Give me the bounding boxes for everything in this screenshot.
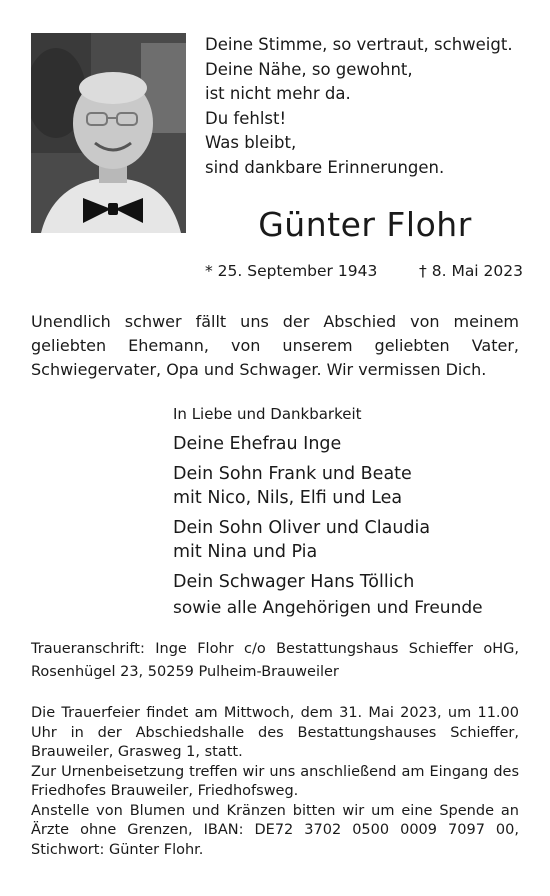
family-entry-line: Dein Sohn Frank und Beate: [173, 464, 412, 484]
funeral-info-paragraph: Die Trauerfeier findet am Mittwoch, dem 31. Mai 2023, um 11.00 Uhr in der Abschiedshalle des Bestattungshauses Schieffer, Brauweiler, Grasweg 1, statt.: [31, 705, 519, 760]
family-entry: [173, 516, 523, 564]
family-entry-line: mit Nico, Nils, Elfi und Lea: [173, 488, 403, 508]
family-entry-line: Dein Sohn Oliver und Claudia: [173, 518, 431, 538]
funeral-info-paragraph: Anstelle von Blumen und Kränzen bitten wir um eine Spende an Ärzte ohne Grenzen, IBAN: DE72 3702 0500 0009 7097 00, Stichwort: Günter Flohr.: [31, 802, 519, 858]
poem-line: Deine Nähe, so gewohnt,: [205, 59, 413, 79]
poem: [205, 33, 525, 180]
family-entry-line: mit Nina und Pia: [173, 542, 318, 562]
relatives-line: sowie alle Angehörigen und Freunde: [173, 598, 483, 618]
poem-line: Du fehlst!: [205, 108, 287, 128]
life-dates: [205, 260, 523, 282]
funeral-info: [31, 704, 519, 860]
portrait-photo: [31, 33, 186, 233]
birth-date: * 25. September 1943: [205, 262, 378, 280]
poem-line: sind dankbare Erinnerungen.: [205, 157, 445, 177]
funeral-info-paragraph: Zur Urnenbeisetzung treffen wir uns anschließend am Eingang des Friedhofes Brauweiler, Friedhofsweg.: [31, 763, 519, 799]
family-entry-line: Deine Ehefrau Inge: [173, 434, 342, 454]
poem-line: Was bleibt,: [205, 133, 297, 152]
death-date: † 8. Mai 2023: [419, 262, 523, 280]
family-entry: [173, 462, 523, 510]
deceased-name: Günter Flohr: [258, 205, 472, 244]
family-list: [173, 432, 523, 600]
mourning-address: Traueranschrift: Inge Flohr c/o Bestattungshaus Schieffer oHG, Rosenhügel 23, 50259 Pulheim-Brauweiler: [31, 641, 519, 680]
portrait-illustration: [31, 33, 186, 233]
poem-line: Deine Stimme, so vertraut, schweigt.: [205, 35, 513, 54]
family-entry: [173, 570, 523, 594]
poem-line: ist nicht mehr da.: [205, 84, 351, 103]
family-entry: [173, 432, 523, 456]
thanks-line: In Liebe und Dankbarkeit: [173, 405, 362, 423]
family-entry-line: Dein Schwager Hans Töllich: [173, 572, 415, 592]
farewell-text: Unendlich schwer fällt uns der Abschied von meinem geliebten Ehemann, von unserem geliebten Vater, Schwiegervater, Opa und Schwager. Wir vermissen Dich.: [31, 312, 519, 379]
